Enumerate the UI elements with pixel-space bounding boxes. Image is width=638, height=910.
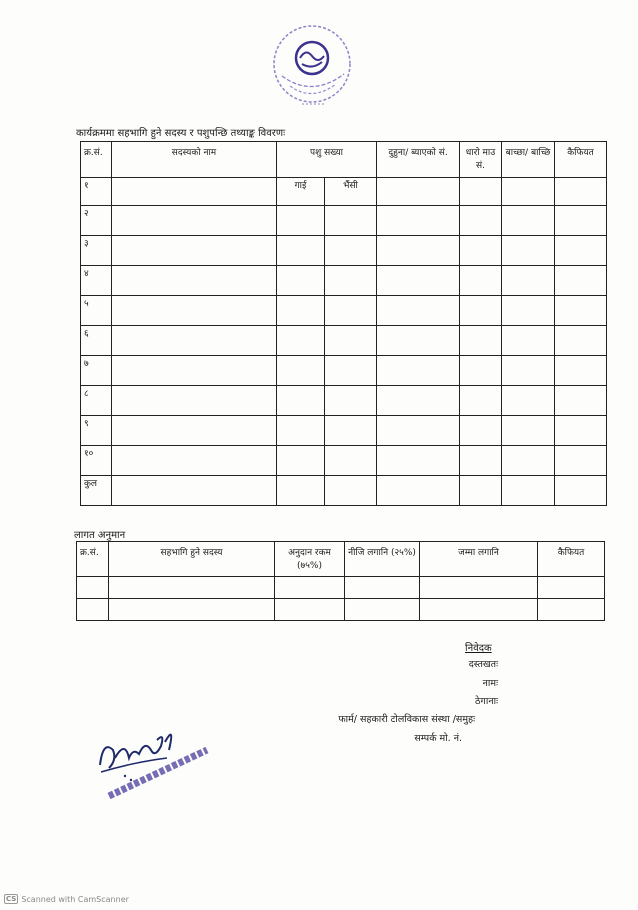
- organization-label: फार्म/ सहकारी टोलविकास संस्था /समुहः: [338, 714, 475, 725]
- cell-blank: [377, 416, 460, 446]
- cell-blank: [555, 236, 607, 266]
- subheader-cow: गाई: [277, 178, 325, 206]
- row-sn: ८: [81, 386, 112, 416]
- signature-label: दस्तखतः: [468, 659, 498, 670]
- cell-blank: [112, 206, 277, 236]
- cell-blank: [377, 476, 460, 506]
- header-participating-member: सहभागि हुने सदस्य: [109, 542, 275, 577]
- cell-blank: [325, 236, 377, 266]
- cell-blank: [377, 326, 460, 356]
- cell-blank: [460, 236, 502, 266]
- subheader-buffalo: भैंसी: [325, 178, 377, 206]
- livestock-table: [80, 141, 607, 506]
- header-sn: क्र.सं.: [77, 542, 109, 577]
- cell-blank: [77, 599, 109, 621]
- cell-blank: [502, 476, 555, 506]
- header-livestock-count: पशु सख्या: [277, 142, 377, 178]
- row-total-label: कुल: [81, 476, 112, 506]
- cell-blank: [112, 266, 277, 296]
- cell-blank: [502, 356, 555, 386]
- applicant-heading: निवेदक: [465, 643, 492, 654]
- cell-blank: [325, 416, 377, 446]
- cell-blank: [345, 599, 420, 621]
- cell-blank: [112, 296, 277, 326]
- cell-blank: [555, 416, 607, 446]
- cell-blank: [277, 446, 325, 476]
- header-own-investment: नीजि लगानि (२५%): [345, 542, 420, 577]
- cell-blank: [460, 446, 502, 476]
- cell-blank: [460, 356, 502, 386]
- cell-blank: [460, 386, 502, 416]
- row-sn: ३: [81, 236, 112, 266]
- cell-blank: [377, 446, 460, 476]
- cell-blank: [502, 446, 555, 476]
- row-sn: ४: [81, 266, 112, 296]
- cell-blank: [555, 296, 607, 326]
- cell-blank: [112, 446, 277, 476]
- cell-blank: [502, 296, 555, 326]
- row-sn: १: [81, 178, 112, 206]
- cell-blank: [502, 236, 555, 266]
- cell-blank: [325, 296, 377, 326]
- header-member-name: सदस्यको नाम: [112, 142, 277, 178]
- table1-title: कार्यक्रममा सहभागि हुने सदस्य र पशुपन्छि तथ्याङ्क विवरणः: [76, 128, 286, 139]
- cell-blank: [325, 266, 377, 296]
- cell-blank: [538, 577, 605, 599]
- cell-blank: [277, 416, 325, 446]
- row-sn: २: [81, 206, 112, 236]
- cell-blank: [112, 326, 277, 356]
- cell-blank: [460, 266, 502, 296]
- cell-blank: [502, 326, 555, 356]
- cell-blank: [555, 206, 607, 236]
- cell-blank: [377, 356, 460, 386]
- address-label: ठेगानाः: [475, 696, 498, 707]
- cell-blank: [277, 326, 325, 356]
- cell-blank: [555, 266, 607, 296]
- cell-blank: [460, 326, 502, 356]
- cell-blank: [555, 386, 607, 416]
- cell-blank: [377, 236, 460, 266]
- cell-blank: [112, 416, 277, 446]
- cell-blank: [112, 178, 277, 206]
- cell-blank: [502, 178, 555, 206]
- cell-blank: [555, 326, 607, 356]
- cell-blank: [325, 356, 377, 386]
- cell-blank: [460, 296, 502, 326]
- cell-blank: [377, 296, 460, 326]
- cell-blank: [377, 386, 460, 416]
- cell-blank: [277, 296, 325, 326]
- cell-blank: [275, 577, 345, 599]
- cell-blank: [277, 476, 325, 506]
- office-seal: [262, 18, 362, 118]
- cell-blank: [377, 206, 460, 236]
- header-total-investment: जम्मा लगानि: [420, 542, 538, 577]
- cell-blank: [460, 476, 502, 506]
- cell-blank: [325, 206, 377, 236]
- header-calf: बाच्छा/ बाच्छि: [502, 142, 555, 178]
- cell-blank: [377, 266, 460, 296]
- cell-blank: [325, 386, 377, 416]
- cell-blank: [109, 599, 275, 621]
- cell-blank: [277, 266, 325, 296]
- cost-estimate-table: [76, 541, 605, 621]
- table2-title: लागत अनुमान: [74, 530, 126, 541]
- cell-blank: [109, 577, 275, 599]
- cell-blank: [325, 446, 377, 476]
- cell-blank: [325, 326, 377, 356]
- cell-blank: [502, 266, 555, 296]
- cell-blank: [112, 236, 277, 266]
- cell-blank: [277, 236, 325, 266]
- cell-blank: [555, 178, 607, 206]
- cell-blank: [275, 599, 345, 621]
- camscanner-logo-icon: CS: [6, 895, 17, 903]
- cell-blank: [555, 476, 607, 506]
- row-sn: ६: [81, 326, 112, 356]
- cell-blank: [460, 206, 502, 236]
- cell-blank: [325, 476, 377, 506]
- header-remarks: कैफियत: [538, 542, 605, 577]
- row-sn: ९: [81, 416, 112, 446]
- header-sn: क्र.सं.: [81, 142, 112, 178]
- cell-blank: [460, 178, 502, 206]
- row-sn: १०: [81, 446, 112, 476]
- official-signature-stamp: [95, 710, 225, 800]
- header-dry: धारो माउ सं.: [460, 142, 502, 178]
- cell-blank: [112, 356, 277, 386]
- cell-blank: [502, 386, 555, 416]
- cell-blank: [502, 416, 555, 446]
- cell-blank: [420, 599, 538, 621]
- cell-blank: [277, 206, 325, 236]
- phone-label: सम्पर्क मो. नं.: [414, 733, 462, 744]
- cell-blank: [345, 577, 420, 599]
- cell-blank: [460, 416, 502, 446]
- name-label: नामः: [482, 678, 498, 689]
- cell-blank: [420, 577, 538, 599]
- header-grant-amount: अनुदान रकम (७५%): [275, 542, 345, 577]
- header-remarks: कैफियत: [555, 142, 607, 178]
- cell-blank: [277, 356, 325, 386]
- scanner-text: Scanned with CamScanner: [21, 894, 129, 904]
- cell-blank: [555, 446, 607, 476]
- cell-blank: [277, 386, 325, 416]
- cell-blank: [77, 577, 109, 599]
- cell-blank: [112, 476, 277, 506]
- row-sn: ५: [81, 296, 112, 326]
- cell-blank: [555, 356, 607, 386]
- cell-blank: [502, 206, 555, 236]
- header-milking: दुहुना/ ब्याएको सं.: [377, 142, 460, 178]
- scanner-watermark: [4, 894, 129, 904]
- cell-blank: [377, 178, 460, 206]
- cell-blank: [112, 386, 277, 416]
- row-sn: ७: [81, 356, 112, 386]
- cell-blank: [538, 599, 605, 621]
